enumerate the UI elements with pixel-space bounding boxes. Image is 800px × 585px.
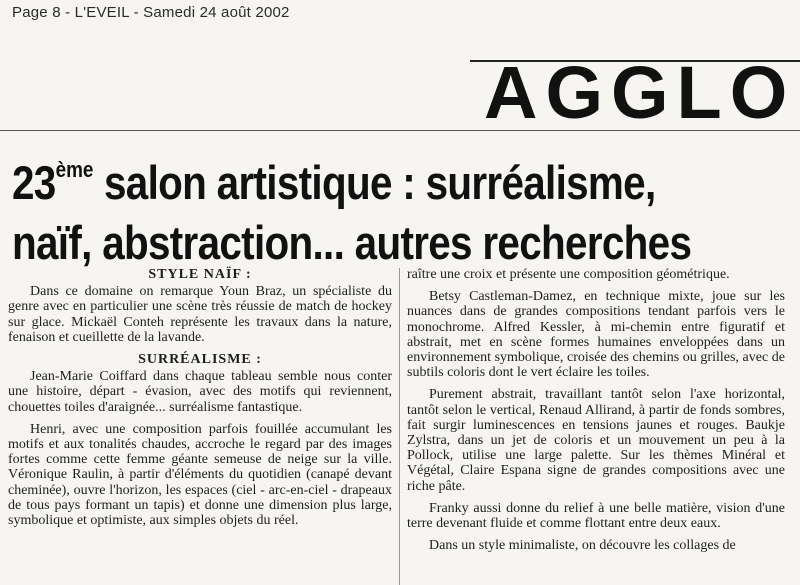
headline-line-1: salon artistique : surréalisme, [93,156,656,209]
headline-number: 23 [12,156,56,209]
headline-superscript: ème [55,157,94,182]
paragraph: Dans ce domaine on remarque Youn Braz, un spécialiste du genre avec en particulier une scène très réussie de match de hockey sur glace. Mickaël Conteh représente les travaux dans la nature, fenaison et cueillette de la lavande. [8,284,392,345]
subhead-style-naif: STYLE NAÏF : [148,267,252,282]
paragraph: Purement abstrait, travaillant tantôt selon l'axe horizontal, tantôt selon le vertical, Renaud Allirand, à partir de fonds sombres, fait surgir luminescences en tensions jaunes et rouges. Baukje Zylstra, dans un jet de coloris et un mouvement un peu à la Pollock, utilise une large palette. Sur les thèmes Minéral et Végétal, Claire Espana signe de grandes compositions avec une riche pâte. [407,387,785,494]
headline-line-2: naïf, abstraction... autres recherches [12,216,692,269]
subhead-surrealisme: SURRÉALISME : [138,352,262,368]
paragraph: Henri, avec une composition parfois fouillée accumulant les motifs et aux tonalités chaudes, accroche le regard par des images fortes comme cette femme géante semeuse de neige sur la ville. Véronique Raulin, à partir d'éléments du quotidien (canapé devant cheminée), ouvre l'horizon, les espaces (ciel - arc-en-ciel - drapeaux de tous pays formant un tapis) et donne une dimension plus large, symbolique et optimiste, aux simples objets du réel. [8,421,392,529]
section-banner [470,38,800,126]
paragraph: Dans un style minimaliste, on découvre les collages de [429,538,736,554]
paragraph: Franky aussi donne du relief à une belle matière, vision d'une terre devenant fluide et comme flottant entre deux eaux. [407,500,785,532]
article-column-left [8,267,392,535]
paragraph: raître une croix et présente une composition géométrique. [407,267,730,282]
column-divider [399,268,400,585]
section-title: AGGLO [484,51,796,126]
article-column-right [407,267,785,560]
article-headline [12,140,692,273]
paragraph: Jean-Marie Coiffard dans chaque tableau semble nous conter une histoire, départ - évasion, avec des motifs qui reviennent, chouettes toiles d'araignée... surréalisme fantastique. [8,369,392,415]
page-header: Page 8 - L'EVEIL - Samedi 24 août 2002 [12,4,290,21]
header-divider [0,130,800,131]
paragraph: Betsy Castleman-Damez, en technique mixte, joue sur les nuances dans de grandes compositions tendant parfois vers le monochrome. Alfred Kessler, à mi-chemin entre figuratif et abstrait, met en scène formes humaines enveloppées dans un environnement symbolique, croisée des chemins ou grilles, avec de subtils coloris dont le vert éclaire les toiles. [407,289,785,381]
